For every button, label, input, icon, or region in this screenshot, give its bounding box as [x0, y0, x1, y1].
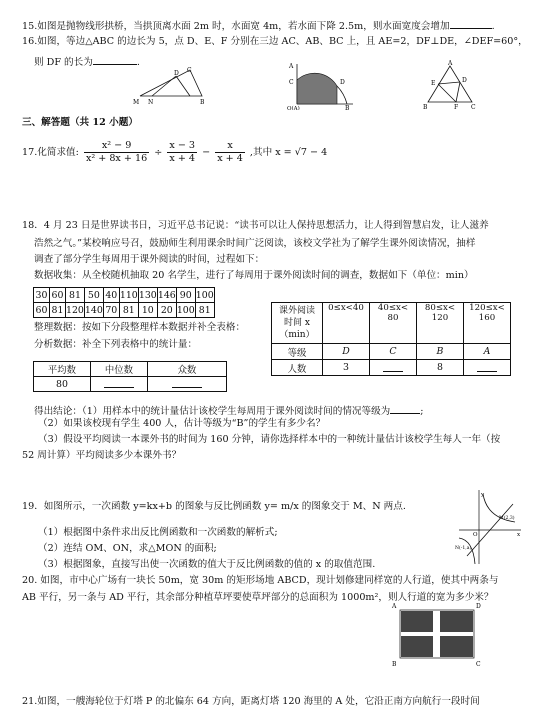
q15-answer-blank[interactable] — [450, 18, 492, 29]
label-d: D — [174, 70, 179, 77]
q15-text: 15.如图是抛物线形拱桥，当拱顶离水面 2m 时，水面宽 4m，若水面下降 2.5m，则水面宽度会增加 . — [22, 18, 495, 33]
q18-range-table — [271, 302, 511, 376]
q20-line2: AB 平行，另一条与 AD 平行，其余部分种植草坪要使草坪部分的总面积为 1000m²，则人行道的宽为多少米？ — [22, 592, 494, 603]
q15-figure-sector — [285, 60, 360, 110]
q17-expression: 17.化简求值: $\frac{\text{x² − 9}}{\text{x² + 8x + 16}}$ ÷ $\frac{x - 3}{x + 4}$ − $\frac{x}{x + 4}$ ,其中 x = √7 − 4 — [22, 140, 328, 164]
table-row: 80 — [34, 377, 227, 392]
label-d: D — [476, 603, 481, 610]
label-d3: D — [462, 77, 467, 84]
label-b3: B — [423, 104, 428, 110]
q18-conclusion: 得出结论：（1）用样本中的统计量估计该校学生每周用于课外阅读时间的情况等级为 ; — [34, 403, 424, 418]
section-title: 三、解答题（共 12 小题） — [22, 117, 138, 128]
label-o: O — [473, 532, 478, 538]
q18-organize: 整理数据：按如下分段整理样本数据并补全表格： — [34, 322, 246, 333]
q18-line4: 数据收集：从全校随机抽取 20 名学生，进行了每周用于课外阅读时间的调查，数据如下（单位：min） — [34, 270, 474, 281]
q16-figure-triangle — [130, 64, 210, 108]
q19-p2: （2）连结 OM、ON，求△MON 的面积; — [38, 543, 217, 554]
q21-line1: 21.如图，一艘海轮位于灯塔 P 的北偏东 64 方向，距离灯塔 120 海里的 A 处，它沿正南方向航行一段时间 — [22, 696, 480, 707]
table-row: 30 60 81 50 40 110 130 146 90 100 — [34, 288, 215, 303]
q18-line2: 浩然之气。”某校响应号召，鼓励师生利用课余时间广泛阅读，该校文学社为了解学生课外阅读情况，抽样 — [34, 238, 476, 249]
label-n: N(-1,a) — [455, 546, 472, 551]
label-a: A — [289, 63, 294, 70]
label-a3: A — [448, 60, 453, 67]
q18-data-table — [33, 287, 215, 318]
q17-fraction-1: $\frac{\text{x² − 9}}{\text{x² + 8x + 16}}$ — [85, 140, 148, 164]
q18-stats-table — [33, 361, 227, 392]
table-row: 平均数 中位数 众数 — [34, 362, 227, 377]
q16-figure-equilateral — [420, 60, 480, 110]
q20-figure-park — [390, 600, 490, 670]
label-b: B — [200, 99, 205, 106]
label-b2: B — [345, 105, 350, 110]
table-row: 60 81 120 140 70 81 10 20 100 81 — [34, 303, 215, 318]
q17-prefix: 17.化简求值: — [22, 147, 79, 158]
q18-line1: 18．4 月 23 日是世界读书日，习近平总书记说：“读书可以让人保持思想活力，让人得到智慧启发，让人滋养 — [22, 220, 489, 231]
q17-fraction-2: $\frac{x - 3}{x + 4}$ — [169, 140, 196, 164]
label-c2: C — [289, 79, 294, 86]
label-f3: F — [454, 104, 459, 110]
label-m: M — [133, 99, 140, 106]
q18-c2: （2）如果该校现有学生 400 人，估计等级为“B”的学生有多少名？ — [38, 418, 326, 429]
q18-line3: 调查了部分学生每周用于课外阅读的时间，过程如下： — [34, 254, 265, 265]
grade-answer-blank[interactable] — [390, 403, 420, 414]
label-m: M(2,3) — [499, 516, 515, 521]
table-row: 课外阅读 时间 x （min） 0≤x<40 40≤x< 80 80≤x< 120 120≤x< 160 — [272, 303, 511, 344]
q18-c3a: （3）假设平均阅读一本课外书的时间为 160 分钟，请你选择样本中的一种统计量估计该校学生每人一年（按 — [38, 434, 501, 445]
q19-figure-graph — [455, 488, 525, 566]
label-o: O(A) — [287, 106, 300, 110]
q18-c3b: 52 周计算）平均阅读多少本课外书？ — [22, 450, 182, 461]
table-row: 等级 D C B A — [272, 344, 511, 360]
q18-analyze: 分析数据：补全下列表格中的统计量： — [34, 339, 198, 350]
count-blank-c[interactable] — [370, 360, 417, 376]
mode-blank[interactable] — [148, 377, 227, 392]
label-a: A — [392, 603, 397, 610]
q20-line1: 20. 如图，市中心广场有一块长 50m，宽 30m 的矩形场地 ABCD，现计划修建同样宽的人行道，使其中两条与 — [22, 575, 499, 586]
q19-p1: （1）根据图中条件求出反比例函数和一次函数的解析式; — [38, 527, 278, 538]
label-e3: E — [431, 80, 436, 87]
label-d2: D — [340, 79, 345, 86]
count-blank-a[interactable] — [464, 360, 511, 376]
q19-p3: （3）根据图象，直接写出使一次函数的值大于反比例函数的值的 x 的取值范围. — [38, 559, 376, 570]
q19-line1: 19．如图所示，一次函数 y=kx+b 的图象与反比例函数 y= m/x 的图象交于 M、N 两点. — [22, 501, 406, 512]
q16-line1: 16.如图，等边△ABC 的边长为 5，点 D、E、F 分别在三边 AC、AB、BC 上，且 AE=2，DF⊥DE，∠DEF=60°， — [22, 36, 528, 47]
label-y: y — [481, 492, 485, 498]
label-b: B — [392, 661, 397, 668]
label-c: C — [187, 67, 192, 74]
label-c3: C — [471, 104, 476, 110]
label-n: N — [148, 99, 154, 106]
median-blank[interactable] — [91, 377, 148, 392]
label-c: C — [476, 661, 481, 668]
table-row: 人数 3 8 — [272, 360, 511, 376]
label-x: x — [517, 532, 521, 538]
q17-fraction-3: $\frac{x}{x + 4}$ — [217, 140, 243, 164]
q16-line2: 则 DF 的长为 . — [34, 54, 140, 69]
